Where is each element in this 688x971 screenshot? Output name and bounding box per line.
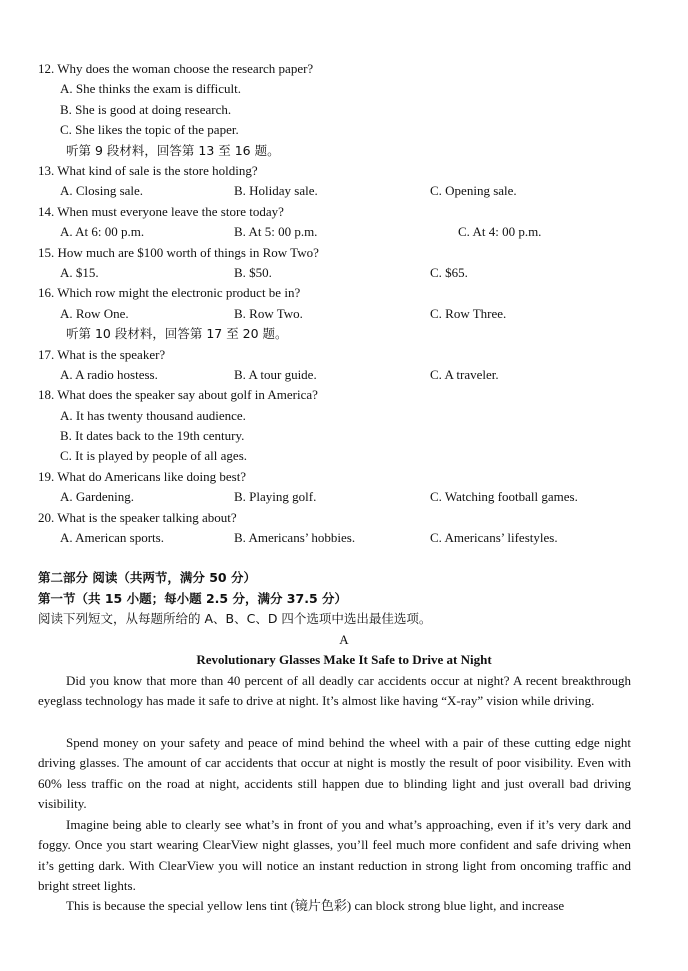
question-20-option-b: B. Americans’ hobbies.	[234, 530, 356, 545]
question-13-option-b: B. Holiday sale.	[234, 183, 318, 198]
question-20-option-c: C. Americans’ lifestyles.	[430, 530, 558, 545]
question-12-option-a: A. She thinks the exam is difficult.	[60, 81, 242, 96]
part-two-title: 第二部分 阅读（共两节，满分 50 分）	[38, 570, 256, 585]
paragraph-text: This is because the special yellow lens tint (镜片色彩) can block strong blue light, and increase	[66, 898, 565, 913]
question-12-option-c: C. She likes the topic of the paper.	[60, 122, 239, 137]
question-20-stem: 20. What is the speaker talking about?	[38, 510, 237, 525]
question-17-stem: 17. What is the speaker?	[38, 347, 166, 362]
passage-letter: A	[339, 632, 349, 647]
question-14-option-a: A. At 6: 00 p.m.	[60, 224, 145, 239]
question-15-option-b: B. $50.	[234, 265, 272, 280]
paragraph-text: Imagine being able to clearly see what’s in front of you and what’s approaching, even if it’s very dark and foggy. Once you start wearing ClearView night glasses, you’ll feel much more confident and safe driving when it’s getting dark. With ClearView you will notice an instant reduction in strong light from oncoming traffic and bright street lights.	[38, 817, 631, 893]
question-19-option-b: B. Playing golf.	[234, 489, 317, 504]
question-19-stem: 19. What do Americans like doing best?	[38, 469, 247, 484]
reading-instruction: 阅读下列短文，从每题所给的 A、B、C、D 四个选项中选出最佳选项。	[38, 611, 432, 626]
question-13-option-a: A. Closing sale.	[60, 183, 144, 198]
question-15-option-a: A. $15.	[60, 265, 99, 280]
passage-paragraph	[38, 815, 631, 896]
passage-title: Revolutionary Glasses Make It Safe to Drive at Night	[196, 652, 492, 667]
question-19-option-c: C. Watching football games.	[430, 489, 578, 504]
question-12-stem: 12. Why does the woman choose the research paper?	[38, 61, 314, 76]
question-17-option-a: A. A radio hostess.	[60, 367, 158, 382]
question-14-option-c: C. At 4: 00 p.m.	[458, 224, 542, 239]
question-20-option-a: A. American sports.	[60, 530, 164, 545]
question-18-option-c: C. It is played by people of all ages.	[60, 448, 248, 463]
passage-paragraph	[38, 671, 631, 712]
paragraph-text: Spend money on your safety and peace of mind behind the wheel with a pair of these cutting edge night driving glasses. The amount of car accidents that occur at night is mostly the result of poor visibility. Even with 60% less traffic on the road at night, accidents still happen due to blinding light and just overall bad driving visibility.	[38, 735, 631, 811]
question-16-stem: 16. Which row might the electronic product be in?	[38, 285, 301, 300]
question-17-option-c: C. A traveler.	[430, 367, 499, 382]
question-14-option-b: B. At 5: 00 p.m.	[234, 224, 318, 239]
question-18-option-b: B. It dates back to the 19th century.	[60, 428, 245, 443]
instruction-section-9: 听第 9 段材料，回答第 13 至 16 题。	[66, 143, 280, 158]
instruction-section-10: 听第 10 段材料，回答第 17 至 20 题。	[66, 326, 288, 341]
question-18-option-a: A. It has twenty thousand audience.	[60, 408, 246, 423]
passage-paragraph	[38, 733, 631, 814]
question-13-stem: 13. What kind of sale is the store holding?	[38, 163, 258, 178]
question-16-option-a: A. Row One.	[60, 306, 129, 321]
question-14-stem: 14. When must everyone leave the store today?	[38, 204, 284, 219]
question-16-option-b: B. Row Two.	[234, 306, 303, 321]
question-15-stem: 15. How much are $100 worth of things in Row Two?	[38, 245, 319, 260]
question-12-option-b: B. She is good at doing research.	[60, 102, 232, 117]
question-17-option-b: B. A tour guide.	[234, 367, 317, 382]
question-18-stem: 18. What does the speaker say about golf in America?	[38, 387, 318, 402]
question-16-option-c: C. Row Three.	[430, 306, 507, 321]
question-19-option-a: A. Gardening.	[60, 489, 135, 504]
question-13-option-c: C. Opening sale.	[430, 183, 517, 198]
question-15-option-c: C. $65.	[430, 265, 468, 280]
paragraph-text: Did you know that more than 40 percent of all deadly car accidents occur at night? A recent breakthrough eyeglass technology has made it safe to drive at night. It’s almost like having “X-ray” vision while driving.	[38, 673, 631, 709]
section-one-title: 第一节（共 15 小题；每小题 2.5 分，满分 37.5 分）	[38, 591, 347, 606]
passage-paragraph	[38, 896, 631, 916]
